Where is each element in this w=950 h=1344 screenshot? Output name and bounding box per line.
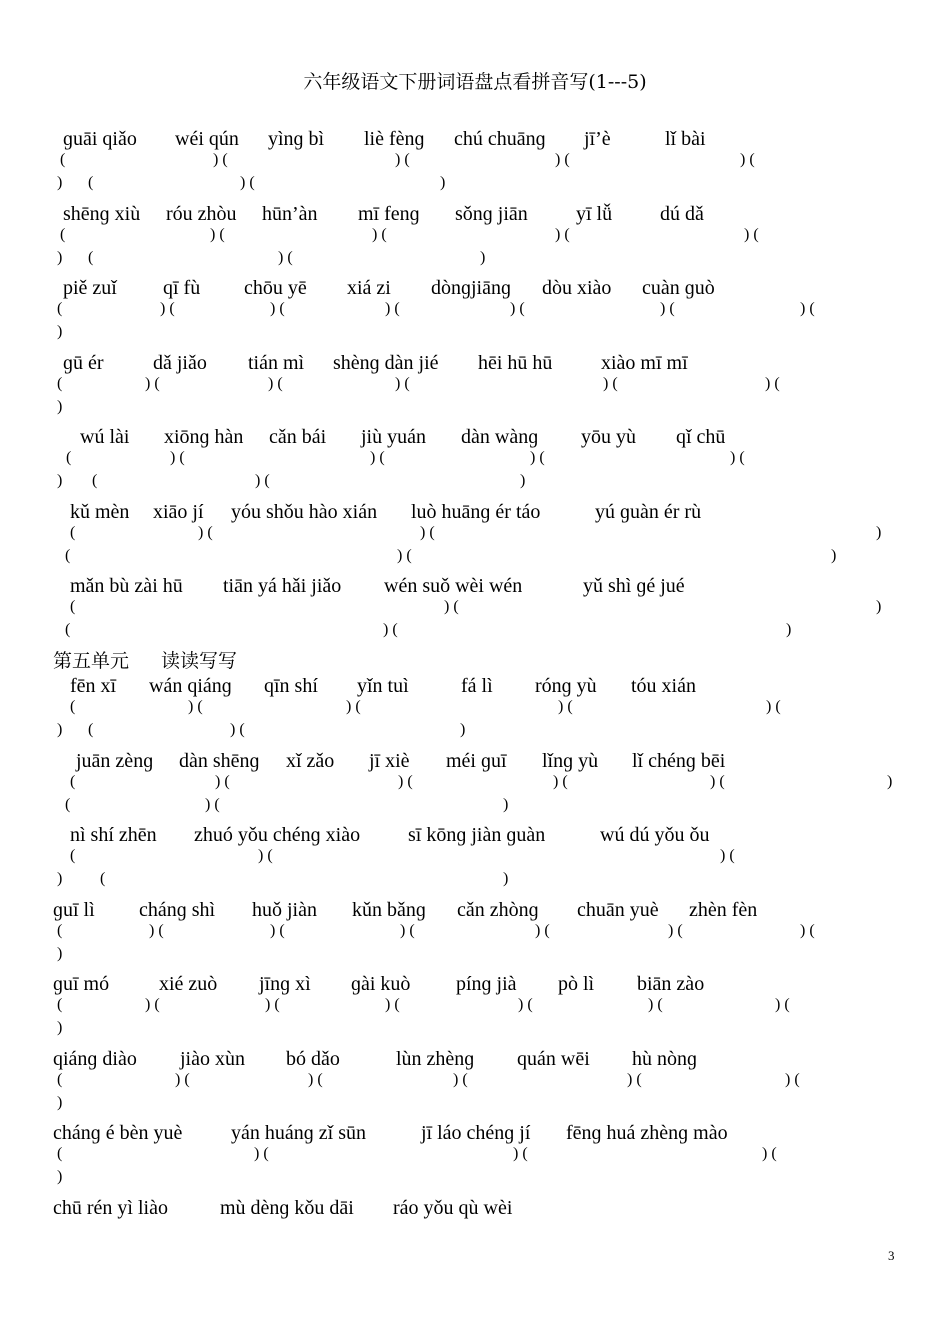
- pinyin-row: [0, 500, 950, 524]
- pinyin-word: róu zhòu: [166, 202, 237, 225]
- pinyin-word: ɡuī lì: [53, 898, 95, 921]
- pinyin-word: dònɡjiānɡ: [431, 277, 511, 299]
- pinyin-row: [0, 351, 950, 375]
- answer-row: [0, 994, 950, 1016]
- pinyin-word: fēn xī: [70, 675, 117, 697]
- answer-bracket: ) (: [397, 546, 412, 564]
- answer-row: [0, 447, 950, 469]
- answer-bracket: (: [57, 300, 63, 317]
- answer-bracket: ): [57, 870, 63, 887]
- pinyin-word: nì shí zhēn: [70, 824, 157, 846]
- pinyin-word: méi ɡuī: [446, 749, 507, 772]
- unit5-word-group: [0, 823, 950, 898]
- pinyin-word: huǒ jiàn: [252, 898, 317, 921]
- pinyin-word: liè fènɡ: [364, 128, 425, 150]
- answer-bracket: ) (: [627, 1070, 642, 1088]
- answer-bracket: ) (: [268, 374, 283, 392]
- unit1-4-word-group: [0, 574, 950, 649]
- pinyin-word: shēnɡ xiù: [63, 202, 141, 225]
- answer-bracket: ) (: [270, 300, 285, 317]
- answer-bracket: ) (: [530, 449, 545, 466]
- answer-bracket: (: [100, 870, 106, 887]
- answer-bracket: ) (: [385, 300, 400, 317]
- pinyin-word: juān zènɡ: [76, 749, 154, 772]
- answer-bracket: ): [57, 248, 63, 266]
- answer-bracket: ) (: [730, 449, 745, 466]
- answer-bracket: ) (: [668, 921, 683, 939]
- answer-bracket: ): [57, 472, 63, 489]
- answer-row: [0, 696, 950, 718]
- answer-bracket: ): [520, 472, 526, 489]
- answer-bracket: (: [65, 546, 71, 564]
- page-title: 六年级语文下册词语盘点看拼音写(1---5): [303, 71, 647, 93]
- answer-bracket: ) (: [149, 921, 164, 939]
- pinyin-word: quán wēi: [517, 1047, 590, 1070]
- answer-row: [0, 396, 950, 418]
- pinyin-word: hù nònɡ: [632, 1047, 697, 1070]
- pinyin-word: yōu yù: [581, 426, 636, 448]
- pinyin-word: cǎn zhònɡ: [457, 898, 539, 921]
- pinyin-word: yī lǚ: [576, 202, 613, 225]
- answer-bracket: (: [60, 151, 66, 168]
- answer-bracket: ): [57, 1093, 63, 1111]
- answer-bracket: ) (: [765, 374, 780, 392]
- answer-bracket: ): [440, 174, 446, 191]
- pinyin-word: tóu xián: [631, 675, 696, 697]
- unit-5-heading: [53, 649, 237, 673]
- answer-bracket: (: [70, 772, 76, 790]
- unit5-word-group: [0, 972, 950, 1047]
- pinyin-word: kǔn bǎnɡ: [352, 898, 426, 921]
- answer-bracket: (: [88, 248, 94, 266]
- pinyin-row: [0, 425, 950, 449]
- pinyin-word: qiánɡ diào: [53, 1047, 137, 1070]
- answer-row: [0, 771, 950, 793]
- answer-row: [0, 298, 950, 320]
- answer-row: [0, 321, 950, 343]
- answer-row: [0, 719, 950, 741]
- pinyin-word: xiōnɡ hàn: [164, 426, 244, 448]
- answer-bracket: ) (: [518, 996, 533, 1013]
- answer-bracket: (: [57, 1145, 63, 1162]
- answer-bracket: ): [460, 721, 466, 738]
- answer-bracket: (: [70, 598, 76, 615]
- answer-bracket: ) (: [510, 300, 525, 317]
- pinyin-word: tián mì: [248, 351, 305, 374]
- answer-row: [0, 619, 950, 641]
- pinyin-word: qīn shí: [264, 675, 318, 697]
- pinyin-word: hēi hū hū: [478, 351, 553, 374]
- answer-bracket: ) (: [258, 847, 273, 864]
- pinyin-word: qǐ chū: [676, 426, 726, 448]
- pinyin-row: [0, 276, 950, 300]
- pinyin-word: fēnɡ huá zhènɡ mào: [566, 1122, 728, 1144]
- answer-bracket: ) (: [308, 1070, 323, 1088]
- answer-row: [0, 247, 950, 269]
- answer-bracket: ) (: [145, 996, 160, 1013]
- pinyin-word: fá lì: [461, 675, 493, 697]
- answer-bracket: ) (: [385, 996, 400, 1013]
- answer-bracket: (: [88, 174, 94, 191]
- answer-bracket: ): [503, 870, 509, 887]
- pinyin-word: chú chuānɡ: [454, 128, 546, 150]
- pinyin-word: pínɡ jià: [456, 973, 517, 995]
- answer-bracket: ) (: [188, 698, 203, 715]
- answer-bracket: ): [480, 248, 486, 266]
- answer-bracket: (: [57, 1070, 63, 1088]
- answer-bracket: (: [60, 225, 66, 243]
- answer-bracket: ) (: [420, 523, 435, 541]
- answer-bracket: ) (: [205, 795, 220, 813]
- answer-bracket: ): [876, 598, 882, 615]
- answer-bracket: ) (: [710, 772, 725, 790]
- section-units-1-4: [0, 127, 950, 649]
- pinyin-row: [0, 823, 950, 847]
- pinyin-word: cuàn ɡuò: [642, 277, 715, 299]
- unit5-word-group: [0, 1121, 950, 1196]
- answer-bracket: ): [57, 721, 63, 738]
- answer-bracket: ) (: [270, 921, 285, 939]
- answer-bracket: ): [57, 944, 63, 962]
- answer-bracket: (: [57, 996, 63, 1013]
- pinyin-word: ɡuāi qiǎo: [63, 128, 137, 150]
- answer-bracket: ) (: [160, 300, 175, 317]
- pinyin-word: chuān yuè: [577, 898, 659, 921]
- pinyin-word: jī’è: [584, 128, 611, 150]
- pinyin-word: dàn shēnɡ: [179, 749, 260, 772]
- answer-bracket: ) (: [213, 151, 228, 168]
- answer-row: [0, 943, 950, 965]
- answer-bracket: ) (: [553, 772, 568, 790]
- answer-bracket: ) (: [555, 151, 570, 168]
- answer-bracket: ) (: [170, 449, 185, 466]
- answer-bracket: ) (: [175, 1070, 190, 1088]
- pinyin-word: yìnɡ bì: [268, 128, 325, 150]
- pinyin-word: biān zào: [637, 973, 705, 995]
- pinyin-word: dǎ jiǎo: [153, 351, 207, 374]
- answer-row: [0, 1092, 950, 1114]
- answer-bracket: ): [831, 546, 837, 564]
- pinyin-word: chōu yē: [244, 277, 307, 299]
- answer-bracket: (: [65, 621, 71, 638]
- answer-bracket: ) (: [395, 151, 410, 168]
- answer-bracket: ) (: [766, 698, 781, 715]
- pinyin-word: yǔ shì ɡé jué: [583, 575, 685, 597]
- unit5-word-group: [0, 749, 950, 824]
- answer-bracket: ) (: [535, 921, 550, 939]
- pinyin-word: lùn zhènɡ: [396, 1047, 475, 1070]
- answer-bracket: ) (: [198, 523, 213, 541]
- pinyin-word: lǐ chénɡ bēi: [632, 749, 726, 772]
- answer-bracket: (: [66, 449, 72, 466]
- answer-bracket: ) (: [660, 300, 675, 317]
- unit1-4-word-group: [0, 351, 950, 426]
- pinyin-word: xié zuò: [159, 973, 218, 995]
- pinyin-word: kǔ mèn: [70, 500, 130, 523]
- pinyin-word: sǒnɡ jiān: [455, 202, 528, 225]
- pinyin-word: piě zuǐ: [63, 277, 117, 299]
- answer-bracket: ) (: [395, 374, 410, 392]
- pinyin-word: hūn’àn: [262, 202, 318, 225]
- answer-row: [0, 1143, 950, 1165]
- pinyin-word: yǐn tuì: [357, 675, 409, 697]
- answer-bracket: ) (: [145, 374, 160, 392]
- pinyin-word: zhuó yǒu chénɡ xiào: [194, 824, 361, 846]
- pinyin-row: [0, 1121, 950, 1145]
- answer-row: [0, 868, 950, 890]
- pinyin-word: tiān yá hǎi jiǎo: [223, 575, 342, 597]
- answer-bracket: (: [57, 921, 63, 939]
- answer-row: [0, 920, 950, 942]
- pinyin-word: wú dú yǒu ǒu: [600, 824, 710, 846]
- pinyin-word: chánɡ é bèn yuè: [53, 1122, 183, 1144]
- answer-bracket: ) (: [230, 721, 245, 738]
- answer-bracket: ) (: [254, 1145, 269, 1162]
- answer-bracket: (: [70, 847, 76, 864]
- pinyin-word: jī láo chénɡ jí: [421, 1122, 531, 1144]
- unit1-4-word-group: [0, 425, 950, 500]
- answer-bracket: ) (: [744, 225, 759, 243]
- answer-bracket: ) (: [265, 996, 280, 1013]
- pinyin-word: qī fù: [163, 277, 201, 299]
- unit5-word-group: [0, 898, 950, 973]
- unit1-4-word-group: [0, 127, 950, 202]
- answer-row: [0, 522, 950, 544]
- answer-bracket: ): [57, 1168, 63, 1185]
- answer-bracket: ) (: [555, 225, 570, 243]
- pinyin-word: wán qiánɡ: [149, 675, 232, 697]
- answer-bracket: ) (: [513, 1145, 528, 1162]
- pinyin-row: [0, 749, 950, 773]
- answer-bracket: ) (: [740, 151, 755, 168]
- answer-bracket: ) (: [383, 621, 398, 638]
- pinyin-word: mī fenɡ: [358, 202, 420, 225]
- pinyin-word: xǐ zǎo: [286, 749, 335, 772]
- pinyin-word: chū rén yì liào: [53, 1196, 168, 1219]
- answer-row: [0, 1017, 950, 1039]
- unit5-word-group: [0, 1196, 950, 1271]
- pinyin-word: xiá zi: [347, 277, 391, 299]
- pinyin-word: wú lài: [80, 426, 130, 448]
- answer-bracket: ): [57, 323, 63, 340]
- answer-bracket: ) (: [558, 698, 573, 715]
- answer-bracket: (: [57, 374, 63, 392]
- pinyin-word: zhèn fèn: [689, 898, 758, 921]
- pinyin-word: dòu xiào: [542, 277, 612, 299]
- answer-row: [0, 1241, 950, 1263]
- answer-bracket: ) (: [800, 921, 815, 939]
- answer-row: [0, 470, 950, 492]
- answer-bracket: ) (: [278, 248, 293, 266]
- pinyin-row: [0, 574, 950, 598]
- pinyin-word: xiāo jí: [153, 500, 204, 523]
- answer-bracket: ) (: [453, 1070, 468, 1088]
- answer-row: [0, 1166, 950, 1188]
- unit-5-label: 读读写写: [161, 650, 238, 672]
- answer-bracket: ): [57, 174, 63, 191]
- unit1-4-word-group: [0, 202, 950, 277]
- pinyin-row: [0, 202, 950, 226]
- answer-row: [0, 1069, 950, 1091]
- answer-bracket: ) (: [346, 698, 361, 715]
- answer-bracket: ): [503, 795, 509, 813]
- answer-row: [0, 149, 950, 171]
- answer-bracket: ) (: [372, 225, 387, 243]
- answer-bracket: ) (: [444, 598, 459, 615]
- pinyin-word: mǎn bù zài hū: [70, 575, 183, 597]
- answer-row: [0, 794, 950, 816]
- unit5-word-group: [0, 1047, 950, 1122]
- pinyin-word: xiào mī mī: [601, 351, 688, 374]
- pinyin-word: lǐ bài: [665, 128, 706, 150]
- pinyin-word: jiào xùn: [180, 1047, 245, 1070]
- pinyin-row: [0, 972, 950, 996]
- answer-bracket: ) (: [800, 300, 815, 317]
- pinyin-word: yán huánɡ zǐ sūn: [231, 1122, 366, 1144]
- answer-bracket: ): [876, 523, 882, 541]
- pinyin-word: bó dǎo: [286, 1047, 340, 1070]
- unit1-4-word-group: [0, 276, 950, 351]
- answer-bracket: ) (: [215, 772, 230, 790]
- pinyin-word: sī kōnɡ jiàn ɡuàn: [408, 824, 546, 846]
- pinyin-word: ɡū ér: [63, 351, 104, 374]
- pinyin-word: yú ɡuàn ér rù: [595, 500, 702, 523]
- answer-bracket: (: [88, 721, 94, 738]
- pinyin-word: dú dǎ: [660, 202, 704, 225]
- answer-row: [0, 373, 950, 395]
- answer-bracket: ) (: [255, 472, 270, 489]
- pinyin-word: pò lì: [558, 973, 595, 995]
- answer-bracket: ) (: [775, 996, 790, 1013]
- pinyin-word: lǐnɡ yù: [542, 749, 599, 772]
- page-number: 3: [888, 1248, 895, 1263]
- answer-row: [0, 845, 950, 867]
- pinyin-row: [0, 127, 950, 151]
- pinyin-row: [0, 1196, 950, 1220]
- unit-5-title: 第五单元: [53, 650, 130, 672]
- section-unit-5: [0, 674, 950, 1270]
- pinyin-word: mù dènɡ kǒu dāi: [220, 1196, 354, 1219]
- answer-bracket: ) (: [603, 374, 618, 392]
- answer-bracket: ) (: [720, 847, 735, 864]
- answer-bracket: ) (: [398, 772, 413, 790]
- answer-bracket: ): [57, 1019, 63, 1036]
- answer-bracket: ) (: [370, 449, 385, 466]
- pinyin-row: [0, 674, 950, 698]
- answer-row: [0, 1218, 950, 1240]
- pinyin-word: yóu shǒu hào xián: [231, 500, 378, 523]
- pinyin-word: cǎn bái: [269, 426, 327, 448]
- answer-bracket: ) (: [785, 1070, 800, 1088]
- answer-row: [0, 172, 950, 194]
- pinyin-word: ráo yǒu qù wèi: [393, 1196, 513, 1219]
- answer-bracket: ) (: [762, 1145, 777, 1162]
- answer-bracket: (: [70, 523, 76, 541]
- answer-bracket: ): [786, 621, 792, 638]
- pinyin-word: ɡuī mó: [53, 973, 110, 995]
- answer-bracket: ) (: [210, 225, 225, 243]
- answer-bracket: ): [887, 772, 893, 790]
- pinyin-word: jiù yuán: [361, 426, 426, 448]
- unit1-4-word-group: [0, 500, 950, 575]
- answer-bracket: (: [65, 795, 71, 813]
- answer-bracket: ) (: [400, 921, 415, 939]
- answer-row: [0, 224, 950, 246]
- answer-row: [0, 596, 950, 618]
- answer-row: [0, 545, 950, 567]
- pinyin-word: ɡài kuò: [351, 973, 411, 995]
- pinyin-row: [0, 898, 950, 922]
- pinyin-word: luò huānɡ ér táo: [411, 500, 541, 523]
- pinyin-word: wéi qún: [175, 128, 239, 150]
- answer-bracket: ): [57, 397, 63, 415]
- pinyin-word: rónɡ yù: [535, 675, 597, 697]
- answer-bracket: (: [92, 472, 98, 489]
- pinyin-word: chánɡ shì: [139, 898, 216, 921]
- pinyin-row: [0, 1047, 950, 1071]
- pinyin-word: jī xiè: [369, 749, 410, 772]
- unit5-word-group: [0, 674, 950, 749]
- answer-bracket: ) (: [648, 996, 663, 1013]
- pinyin-word: shènɡ dàn jié: [333, 351, 439, 374]
- answer-bracket: (: [70, 698, 76, 715]
- pinyin-word: dàn wànɡ: [461, 426, 539, 448]
- pinyin-word: jīnɡ xì: [259, 973, 311, 995]
- answer-bracket: ) (: [240, 174, 255, 191]
- pinyin-word: wén suǒ wèi wén: [384, 575, 523, 597]
